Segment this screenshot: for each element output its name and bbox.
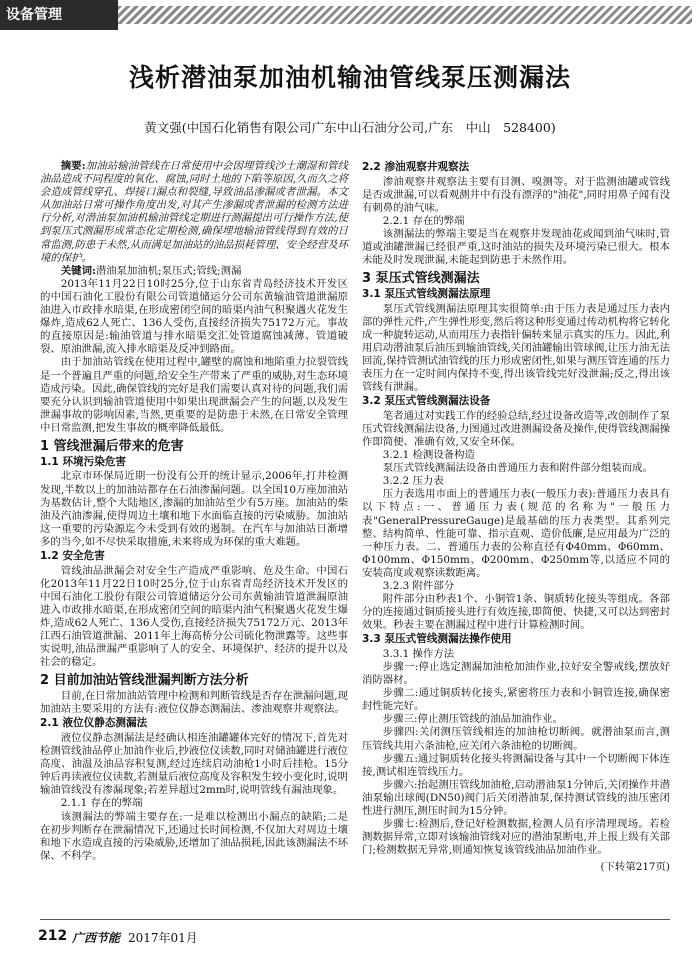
page-footer [0, 919, 700, 955]
step-3: 步骤三:停止测压管线的油品加油作业。 [382, 713, 563, 726]
step-2: 步骤二:通过铜质转化接头,紧密将压力表和小铜管连接,确保密封性能完好。 [362, 687, 670, 713]
keywords-label: 关键词: [60, 264, 96, 277]
abstract-text: 加油站输油管线在日常使用中会因埋管线沙土潮湿和管线油品造成不同程度的氧化、腐蚀,同时土地的下陷等原因,久而久之将会造成管线穿孔、焊接口漏点和裂缝,导致油品渗漏或者泄漏。本文从加油站日常可操作角度出发,对其产生渗漏或者泄漏的检测方法进行分析,对潜油泵加油机输油管线定期进行测漏提出可行操作方法,使到泵压式测漏形成常态化定期检测,确保埋地输油管线得到有效的日常监测,防患于未然,从而满足加油站的油品损耗管理、安全经营及环境的保护。 [40, 160, 348, 264]
section-2-2-paragraph: 渗油观察井观察法主要有目测、嗅测等。对于监测油罐或管线是否或泄漏,可以看观测井中有没有漂浮的"油花",同时用鼻子闻有没有刺鼻的油气味。 [362, 175, 670, 214]
section-2-paragraph: 目前,在日常加油站管理中检测和判断管线是否存在泄漏问题,现加油站主要采用的方法有:液位仪静态测漏法、渗油观察井观察法。 [40, 690, 348, 716]
section-3-2-heading: 3.2 泵压式管线测漏法设备 [362, 395, 491, 408]
section-3-2-paragraph: 笔者通过对实践工作的经验总结,经过设备改造等,改创制作了泵压式管线测漏法设备,力图通过改进测漏设备及操作,使得管线测漏操作即简便、准确有效,又安全环保。 [362, 409, 670, 448]
abstract-label: 摘要: [60, 160, 86, 172]
continued-note: (下转第217页) [600, 861, 670, 874]
section-3-2-3-paragraph: 附件部分由秒表1个、小铜管1条、铜质转化接头等组成。各部分的连接通过铜质接头进行有效连接,即简便、快捷,又可以达到密封效果。秒表主要在测漏过程中进行计算检测时间。 [362, 593, 670, 632]
left-column [40, 160, 348, 863]
step-5: 步骤五:通过铜质转化接头将测漏设备与其中一个切断阀下体连接,测试相连管线压力。 [362, 752, 670, 778]
step-1: 步骤一:停止选定测漏加油枪加油作业,拉好安全警戒线,摆放好消防器材。 [362, 661, 670, 687]
section-header [0, 0, 700, 30]
section-3-2-2-paragraph: 压力表选用市面上的普通压力表(一般压力表):普通压力表具有以下特点:一、普通压力表(规范的名称为"一般压力表"GeneralPressureGauge)是最基础的压力表类型。其系列完整、结构简单、性能可靠、指示直观、造价低廉,是应用最为广泛的一种压力表。二、普通压力表的公称直径有Φ40mm、Φ60mm、Φ100mm、Φ150mm、Φ200mm、Φ250mm等,以适应不同的安装高度或观察读数距离。 [362, 488, 670, 579]
section-3-2-2-heading: 3.2.2 压力表 [382, 475, 444, 488]
section-2-1-1-paragraph: 该测漏法的弊端主要存在:一是难以检测出小漏点的缺陷;二是在初步判断存在泄漏情况下,还通过长时间检测,不仅加大对周边土壤和地下水造成直接的污染威胁,还增加了油品损耗,因此该测漏法不环保、不科学。 [40, 810, 348, 862]
section-3-2-1-paragraph: 泵压式管线测漏法设备由普通压力表和附件部分组装而成。 [382, 462, 653, 475]
keywords [40, 265, 348, 278]
intro-paragraph-2: 由于加油站管线在使用过程中,罐壁的腐蚀和地陷重力拉裂管线是一个普遍且严重的问题,给安全生产带来了严重的威胁,对生态环境造成污染。因此,确保管线的完好是我们需要认真对待的问题,我们需要充分认识到输油管道使用中如果出现泄漏会产生的问题,以及发生泄漏事故的影响因素,当然,更重要的是防患于未然,在日常安全管理中日常监测,把发生事故的概率降低最低。 [40, 356, 348, 434]
section-1-2-paragraph: 管线油品泄漏会对安全生产造成严重影响、危及生命。中国石化2013年11月22日10时25分,位于山东省青岛经济技术开发区的中国石油化工股份有限公司管道储运分公司东黄输油管道泄漏原油进入市政排水暗渠,在形成密闭空间的暗渠内油气积聚遇火花发生爆炸,造成62人死亡、136人受伤,直接经济损失75172万元、2013年江西石油管道泄漏、2011年上海高桥分公司硫化物泄露等。这些事实说明,油品泄漏严重影响了人的安全、环境保护、经济的提升以及社会的稳定。 [40, 564, 348, 669]
section-3-heading: 3 泵压式管线测漏法 [362, 271, 480, 287]
section-3-2-1-heading: 3.2.1 检测设备构造 [382, 449, 475, 462]
keywords-text: 潜油泵加油机;泵压式;管线;测漏 [95, 264, 242, 277]
section-1-2-heading: 1.2 安全危害 [40, 550, 105, 563]
magazine-name: 广西节能 [72, 931, 121, 945]
section-2-2-1-heading: 2.2.1 存在的弊端 [382, 214, 465, 227]
section-2-1-1-heading: 2.1.1 存在的弊端 [60, 797, 143, 810]
author-line: 黄文强(中国石化销售有限公司广东中山石油分公司,广东 中山 528400) [144, 120, 556, 135]
section-3-2-3-heading: 3.2.3 附件部分 [382, 580, 455, 593]
section-3-1-heading: 3.1 泵压式管线测漏法原理 [362, 288, 491, 301]
section-1-1-paragraph: 北京市环保局近期一份没有公开的统计显示,2006年,打井检测发现,半数以上的加油站都存在石油渗漏问题。以全国10万座加油站为基数估计,整个大陆地区,渗漏的加油站至少有5万座。加油站的柴油及汽油渗漏,使得周边土壤和地下水面临直接的污染威胁。加油站这一重要的污染源迄今未受到有效的遏制。在汽车与加油站日渐增多的当今,如不尽快采取措施,未来将成为环保的重大难题。 [40, 470, 348, 548]
step-7: 步骤七:检测后,登记好检测数据,检测人员有序清理现场。若检测数据异常,立即对该输油管线对应的潜油泵断电,并上报上级有关部门;检测数据无异常,则通知恢复该管线油品加油作业。 [362, 818, 670, 857]
abstract [40, 160, 348, 265]
article-title: 浅析潜油泵加油机输油管线泵压测漏法 [128, 63, 571, 92]
section-2-1-heading: 2.1 液位仪静态测漏法 [40, 717, 148, 730]
section-3-3-heading: 3.3 泵压式管线测漏法操作使用 [362, 633, 512, 646]
header-hatch-band [118, 6, 692, 24]
footer-rule [40, 919, 670, 920]
section-2-1-paragraph: 液位仪静态测漏法是经确认相连油罐罐体完好的情况下,首先对检测管线油品停止加油作业后,抄液位仪读数,同时对储油罐进行液位高度、油温及油品容积复测,经过连续启动油枪1小时后挂枪。15分钟后再读液位仪读数,若测量后液位高度及容积发生较小变化时,说明输油管线没有渗漏现象;若差异超过2mm时,说明管线有漏油现象。 [40, 731, 348, 797]
section-3-1-paragraph: 泵压式管线测漏法原理其实很简单:由于压力表是通过压力表内部的弹性元件,产生弹性形变,然后将这种形变通过传动机构将它转化成一种旋转运动,从而用压力表指针偏转来显示真实的压力。因此,利用启动潜油泵后油压到输油管线,关闭油罐输出管球阀,让压力油无法回流,保持管测试油管线的压力形成密闭性,如果与测压管连通的压力表压力在一定时间内保持不变,得出该管线完好没泄漏;反之,得出该管线有泄漏。 [362, 302, 670, 394]
page-number: 212 [38, 928, 68, 944]
section-2-2-heading: 2.2 渗油观察井观察法 [362, 161, 470, 173]
right-column [362, 160, 670, 875]
section-2-2-1-paragraph: 该测漏法的弊端主要是当在观察井发现油花或闻到油气味时,管道或油罐泄漏已经很严重,这时油站的损失及环境污染已很大。根本未能及时发现泄漏,未能起到防患于未然作用。 [362, 227, 670, 267]
issue-date: 2017年01月 [128, 931, 198, 945]
section-1-heading: 1 管线泄漏后带来的危害 [40, 438, 184, 454]
section-3-3-1-heading: 3.3.1 操作方法 [382, 647, 455, 660]
intro-paragraph-1: 2013年11月22日10时25分,位于山东省青岛经济技术开发区的中国石油化工股份有限公司管道储运分公司东黄输油管道泄漏原油进入市政排水暗渠,在形成密闭空间的暗渠内油气积聚遇火花发生爆炸,造成62人死亡、136人受伤,直接经济损失75172万元。事故的直接原因是:输油管道与排水暗渠交汇处管道腐蚀减薄、管道破裂、原油泄漏,流入排水暗渠及反冲到路面。 [40, 277, 348, 356]
section-tag: 设备管理 [0, 0, 118, 30]
step-6: 步骤六:抬起测压管线加油枪,启动潜油泵1分钟后,关闭操作井潜油泵输出球阀(DN50)阀门后关闭潜油泵,保持测试管线的油压密闭性进行测压,测压时间为15分钟。 [362, 778, 670, 818]
step-4: 步骤四:关闭测压管线相连的加油枪切断阀。就潜油泵而言,测压管线共用六条油枪,应关闭六条油枪的切断阀。 [362, 726, 670, 752]
section-2-heading: 2 目前加油站管线泄漏判断方法分析 [40, 673, 249, 689]
section-1-1-heading: 1.1 环境污染危害 [40, 455, 127, 468]
